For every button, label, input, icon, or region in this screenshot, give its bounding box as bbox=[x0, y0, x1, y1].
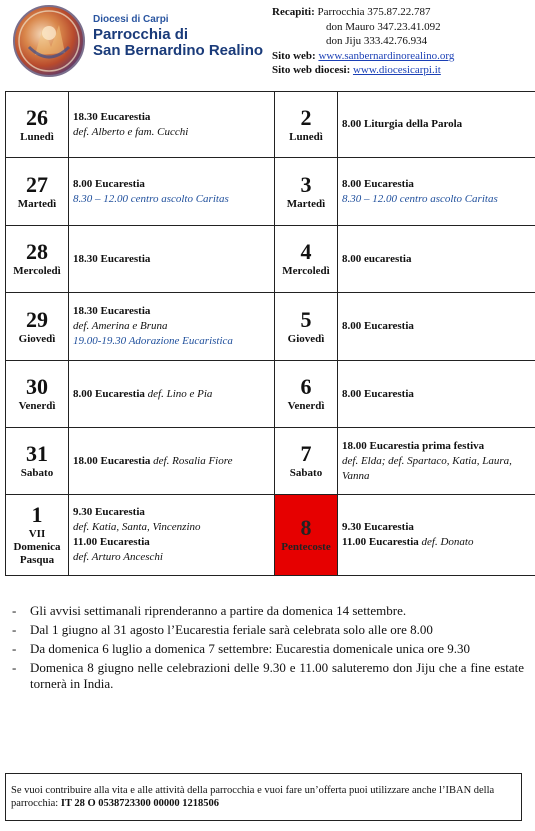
weekday-label: Pentecoste bbox=[281, 541, 331, 553]
event-line bbox=[342, 252, 535, 267]
notice-item bbox=[12, 660, 524, 692]
calendar-row bbox=[6, 226, 535, 293]
day-cell bbox=[275, 428, 338, 495]
event-line bbox=[73, 550, 270, 565]
notice-text: Da domenica 6 luglio a domenica 7 settembre: Eucarestia domenicale unica ore 9.30 bbox=[30, 641, 471, 656]
day-cell bbox=[275, 158, 338, 226]
events-cell bbox=[69, 158, 275, 226]
events-cell bbox=[338, 226, 535, 293]
event-text: def. Alberto e fam. Cucchi bbox=[73, 125, 189, 138]
bullet-dash: - bbox=[12, 660, 17, 675]
weekday-label: Martedì bbox=[17, 197, 57, 210]
event-line bbox=[73, 192, 270, 207]
event-line bbox=[73, 177, 270, 192]
events-cell bbox=[69, 361, 275, 428]
donation-box bbox=[5, 773, 522, 821]
day-number: 4 bbox=[300, 239, 312, 264]
weekday-label: VII Domenica Pasqua bbox=[13, 528, 61, 566]
events-cell bbox=[338, 293, 535, 361]
weekday-label: Mercoledì bbox=[282, 265, 330, 277]
day-cell bbox=[275, 495, 338, 576]
calendar-row bbox=[6, 495, 535, 576]
event-line bbox=[73, 319, 270, 334]
event-text: 18.00 Eucarestia prima festiva bbox=[342, 439, 485, 452]
events-cell bbox=[338, 92, 535, 158]
event-text: 8.00 Liturgia della Parola bbox=[342, 118, 463, 130]
parish-name-line1: Parrocchia di bbox=[93, 26, 189, 43]
notice-item bbox=[12, 622, 524, 638]
contact-jiju: don Jiju 333.42.76.934 bbox=[326, 35, 428, 47]
day-number: 31 bbox=[26, 441, 48, 466]
day-cell bbox=[6, 293, 69, 361]
day-number: 26 bbox=[26, 104, 48, 130]
event-text: 18.00 Eucarestia bbox=[73, 454, 151, 467]
event-line bbox=[342, 319, 535, 334]
bullet-dash: - bbox=[12, 622, 17, 637]
calendar-row bbox=[6, 92, 535, 158]
event-text: 18.30 Eucarestia bbox=[73, 252, 151, 265]
event-text: 8.00 eucarestia bbox=[342, 252, 412, 265]
event-text: def. Elda; def. Spartaco, Katia, Laura, Vanna bbox=[342, 454, 512, 482]
day-number: 2 bbox=[300, 104, 312, 130]
event-text: 18.30 Eucarestia bbox=[73, 110, 151, 123]
contacts-label: Recapiti bbox=[272, 6, 312, 18]
parish-name-line2: San Bernardino Realino bbox=[93, 42, 264, 59]
event-line bbox=[73, 334, 270, 349]
event-line bbox=[73, 110, 270, 125]
notice-text: Gli avvisi settimanali riprenderanno a partire da domenica 14 settembre. bbox=[30, 603, 407, 618]
event-text: 11.00 Eucarestia bbox=[342, 536, 419, 548]
event-text: 9.30 Eucarestia bbox=[342, 521, 414, 533]
event-text: 8.30 – 12.00 centro ascolto Caritas bbox=[342, 192, 498, 205]
weekday-label: Giovedì bbox=[287, 332, 325, 345]
event-text: 8.00 Eucarestia bbox=[342, 177, 414, 190]
event-intention: def. Lino e Pia bbox=[144, 387, 213, 400]
parish-name bbox=[93, 27, 263, 59]
event-line bbox=[342, 177, 535, 192]
weekday-label: Venerdì bbox=[287, 400, 325, 412]
weekday-label: Lunedì bbox=[289, 130, 323, 143]
day-number: 30 bbox=[26, 374, 48, 399]
site-link[interactable]: www.sanbernardinorealino.org bbox=[318, 49, 455, 62]
bullet-dash: - bbox=[12, 641, 17, 656]
diocese-site-label: Sito web diocesi bbox=[272, 64, 347, 76]
day-number: 28 bbox=[26, 239, 48, 264]
events-cell bbox=[69, 428, 275, 495]
events-cell bbox=[338, 428, 535, 495]
events-cell bbox=[338, 158, 535, 226]
calendar-row bbox=[6, 158, 535, 226]
events-cell bbox=[338, 361, 535, 428]
day-number: 27 bbox=[26, 171, 48, 197]
events-cell bbox=[69, 293, 275, 361]
contact-parish: Parrocchia 375.87.22.787 bbox=[317, 6, 431, 18]
diocese-site-row: Sito web diocesi: www.diocesicarpi.it bbox=[272, 64, 441, 76]
event-line bbox=[73, 520, 270, 535]
event-text: def. Arturo Anceschi bbox=[73, 551, 163, 563]
event-line bbox=[73, 505, 270, 520]
event-text: def. Katia, Santa, Vincenzino bbox=[73, 521, 201, 533]
day-number: 8 bbox=[300, 515, 312, 540]
event-text: 8.00 Eucarestia bbox=[342, 387, 414, 400]
contact-row-jiju bbox=[272, 34, 454, 49]
day-number: 1 bbox=[31, 502, 43, 527]
day-cell bbox=[275, 92, 338, 158]
calendar-table bbox=[5, 91, 535, 576]
day-number: 5 bbox=[300, 306, 312, 332]
weekday-label: Giovedì bbox=[18, 332, 56, 345]
event-line bbox=[342, 387, 535, 402]
events-cell bbox=[69, 226, 275, 293]
event-line bbox=[342, 535, 535, 550]
notice-text: Dal 1 giugno al 31 agosto l’Eucarestia feriale sarà celebrata solo alle ore 8.00 bbox=[30, 622, 433, 637]
event-intention: def. Rosalia Fiore bbox=[150, 454, 233, 467]
day-number: 6 bbox=[300, 374, 312, 399]
weekday-label: Martedì bbox=[286, 197, 326, 210]
notice-text: Domenica 8 giugno nelle celebrazioni delle 9.30 e 11.00 saluteremo don Jiju che a fine estate tornerà in India. bbox=[30, 660, 524, 691]
calendar-row bbox=[6, 293, 535, 361]
event-text: 8.30 – 12.00 centro ascolto Caritas bbox=[73, 192, 229, 205]
event-line bbox=[342, 439, 535, 454]
event-line bbox=[73, 454, 270, 469]
day-cell bbox=[275, 293, 338, 361]
weekday-label: Lunedì bbox=[20, 130, 54, 143]
weekday-label: Venerdì bbox=[18, 400, 56, 412]
event-text: 11.00 Eucarestia bbox=[73, 536, 150, 548]
event-line bbox=[73, 252, 270, 267]
day-cell bbox=[6, 226, 69, 293]
day-number: 7 bbox=[300, 441, 312, 466]
diocese-label: Diocesi di Carpi bbox=[93, 14, 169, 25]
bullet-dash: - bbox=[12, 603, 17, 618]
contact-row-mauro bbox=[272, 20, 454, 35]
parish-logo bbox=[13, 5, 85, 77]
day-cell bbox=[6, 158, 69, 226]
iban-value: IT 28 O 0538723300 00000 1218506 bbox=[60, 798, 220, 809]
event-line bbox=[342, 520, 535, 535]
donation-text: Se vuoi contribuire alla vita e alle attività della parrocchia e vuoi fare un’offerta puoi utilizzare anche l’IBAN della parrocchia: bbox=[11, 785, 495, 809]
notice-item bbox=[12, 641, 524, 657]
day-number: 29 bbox=[26, 306, 48, 332]
event-text: 9.30 Eucarestia bbox=[73, 506, 145, 518]
events-cell bbox=[69, 92, 275, 158]
day-cell bbox=[275, 361, 338, 428]
event-text: 8.00 Eucarestia bbox=[73, 177, 145, 190]
contact-row-parish: Recapiti: Parrocchia 375.87.22.787 bbox=[272, 6, 431, 18]
event-text: def. Amerina e Bruna bbox=[73, 320, 168, 332]
site-row: Sito web: www.sanbernardinorealino.org bbox=[272, 49, 455, 62]
events-cell bbox=[338, 495, 535, 576]
weekday-label: Mercoledì bbox=[13, 265, 61, 277]
event-text: 18.30 Eucarestia bbox=[73, 305, 151, 317]
event-line bbox=[342, 192, 535, 207]
event-text: 8.00 Eucarestia bbox=[342, 320, 414, 332]
site-label: Sito web bbox=[272, 49, 313, 62]
day-cell bbox=[6, 361, 69, 428]
event-line bbox=[73, 304, 270, 319]
event-line bbox=[342, 117, 535, 132]
event-line bbox=[342, 454, 535, 484]
day-cell bbox=[6, 92, 69, 158]
event-intention: def. Donato bbox=[418, 536, 474, 548]
calendar-row bbox=[6, 361, 535, 428]
calendar-row bbox=[6, 428, 535, 495]
event-line bbox=[73, 535, 270, 550]
day-cell bbox=[275, 226, 338, 293]
events-cell bbox=[69, 495, 275, 576]
event-text: 8.00 Eucarestia bbox=[73, 387, 145, 400]
notice-item bbox=[12, 603, 524, 619]
event-text: 19.00-19.30 Adorazione Eucaristica bbox=[73, 335, 233, 347]
weekday-label: Sabato bbox=[289, 467, 323, 479]
day-cell bbox=[6, 428, 69, 495]
contact-mauro: don Mauro 347.23.41.092 bbox=[326, 20, 441, 33]
page-header bbox=[0, 0, 535, 90]
event-line bbox=[73, 125, 270, 140]
day-number: 3 bbox=[300, 171, 312, 197]
weekday-label: Sabato bbox=[20, 467, 54, 479]
event-line bbox=[73, 387, 270, 402]
diocese-site-link[interactable]: www.diocesicarpi.it bbox=[352, 64, 441, 76]
contacts-block bbox=[272, 5, 454, 78]
notices-list bbox=[12, 603, 524, 695]
day-cell bbox=[6, 495, 69, 576]
